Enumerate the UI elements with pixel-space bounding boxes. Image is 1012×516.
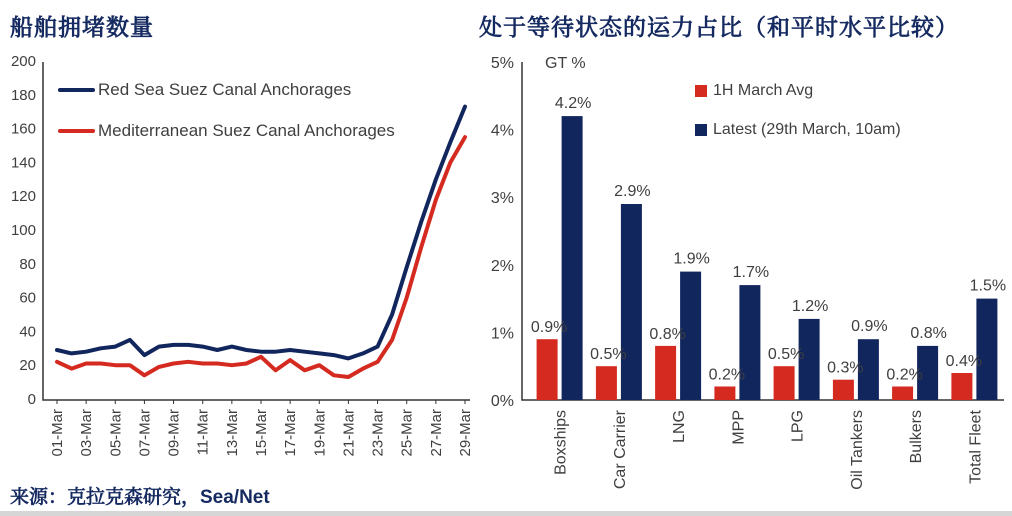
x-tick-label: 17-Mar <box>282 409 300 457</box>
value-label: 1.9% <box>673 250 710 268</box>
value-label: 4.2% <box>554 95 592 113</box>
value-label: 0.9% <box>530 319 568 337</box>
value-label: 2.9% <box>614 182 651 200</box>
y-tick-label: 200 <box>10 53 36 70</box>
latest-swatch <box>695 124 707 136</box>
y-tick-label: 20 <box>19 357 36 375</box>
x-tick-label: 13-Mar <box>223 409 241 457</box>
bar-1h-march-avg <box>537 339 558 400</box>
value-label: 1.2% <box>791 297 829 315</box>
legend-label: Latest (29th March, 10am) <box>713 120 901 138</box>
bar-1h-march-avg <box>714 387 735 401</box>
y-tick-label: 100 <box>10 222 36 239</box>
category-label: Bulkers <box>908 410 926 464</box>
x-tick-label: 07-Mar <box>136 409 154 457</box>
x-tick-label: 15-Mar <box>253 409 270 457</box>
bar-1h-march-avg <box>655 346 676 400</box>
line-series <box>57 137 465 377</box>
y-tick-label: 140 <box>10 154 36 172</box>
value-label: 0.9% <box>851 318 888 336</box>
x-tick-label: 05-Mar <box>107 409 125 457</box>
legend-item-1h-march <box>695 71 901 110</box>
bar-1h-march-avg <box>833 380 854 400</box>
y-tick-label: 0% <box>490 393 514 410</box>
bar-latest <box>976 299 997 400</box>
category-label: Car Carrier <box>611 410 629 490</box>
bar-chart-title: 处于等待状态的运力占比（和平时水平比较） <box>479 14 959 40</box>
legend-label: Mediterranean Suez Canal Anchorages <box>98 120 395 140</box>
y-tick-label: 5% <box>490 55 514 72</box>
y-tick-label: 2% <box>490 257 514 275</box>
x-tick-label: 27-Mar <box>427 409 445 457</box>
x-tick-label: 21-Mar <box>340 409 358 457</box>
category-label: MPP <box>730 410 748 445</box>
x-tick-label: 03-Mar <box>78 409 96 457</box>
value-label: 0.8% <box>910 324 947 342</box>
category-label: LPG <box>789 410 807 443</box>
y-tick-label: 180 <box>10 86 36 104</box>
bar-latest <box>562 116 583 400</box>
red-sea-line-swatch <box>58 88 95 92</box>
value-label: 0.3% <box>827 359 864 377</box>
y-tick-label: 60 <box>19 289 36 307</box>
bar-1h-march-avg <box>596 366 617 400</box>
category-label: Total Fleet <box>967 410 985 484</box>
y-tick-label: 3% <box>490 190 514 208</box>
bottom-border <box>0 511 1012 516</box>
y-tick-label: 0 <box>27 391 36 408</box>
x-tick-label: 01-Mar <box>49 409 66 457</box>
value-label: 0.8% <box>649 325 686 343</box>
line-chart-legend <box>58 69 395 151</box>
y-tick-label: 1% <box>490 325 514 343</box>
axis-unit-label: GT % <box>545 55 586 72</box>
category-label: Oil Tankers <box>848 410 866 490</box>
legend-label: Red Sea Suez Canal Anchorages <box>98 79 352 99</box>
x-tick-label: 23-Mar <box>369 409 387 457</box>
legend-item-red-sea <box>58 69 395 110</box>
legend-item-mediterranean <box>58 110 395 151</box>
mediterranean-line-swatch <box>58 129 95 133</box>
y-tick-label: 160 <box>10 120 36 138</box>
y-tick-label: 120 <box>10 188 36 206</box>
x-tick-label: 29-Mar <box>457 409 474 457</box>
1h-march-swatch <box>695 85 707 97</box>
bar-chart-legend <box>695 71 901 149</box>
value-label: 0.4% <box>945 352 983 370</box>
legend-label: 1H March Avg <box>713 81 814 99</box>
value-label: 1.5% <box>969 277 1007 295</box>
category-label: Boxships <box>552 410 570 475</box>
x-tick-label: 11-Mar <box>194 409 212 456</box>
bar-1h-march-avg <box>892 387 913 401</box>
y-tick-label: 4% <box>490 122 514 140</box>
value-label: 1.7% <box>732 264 770 282</box>
category-label: LNG <box>671 410 689 443</box>
line-chart-title: 船舶拥堵数量 <box>10 14 154 40</box>
bar-1h-march-avg <box>774 366 795 400</box>
bar-1h-march-avg <box>951 373 972 400</box>
legend-item-latest <box>695 110 901 149</box>
x-tick-label: 19-Mar <box>311 409 329 457</box>
x-tick-label: 09-Mar <box>165 409 183 457</box>
value-label: 0.2% <box>886 366 923 384</box>
y-tick-label: 40 <box>19 323 36 341</box>
bar-latest <box>621 204 642 400</box>
value-label: 0.5% <box>590 346 627 364</box>
value-label: 0.2% <box>708 366 746 384</box>
y-tick-label: 80 <box>19 255 36 273</box>
x-tick-label: 25-Mar <box>398 409 416 457</box>
value-label: 0.5% <box>767 346 805 364</box>
source-note: 来源：克拉克森研究，Sea/Net <box>10 487 270 508</box>
